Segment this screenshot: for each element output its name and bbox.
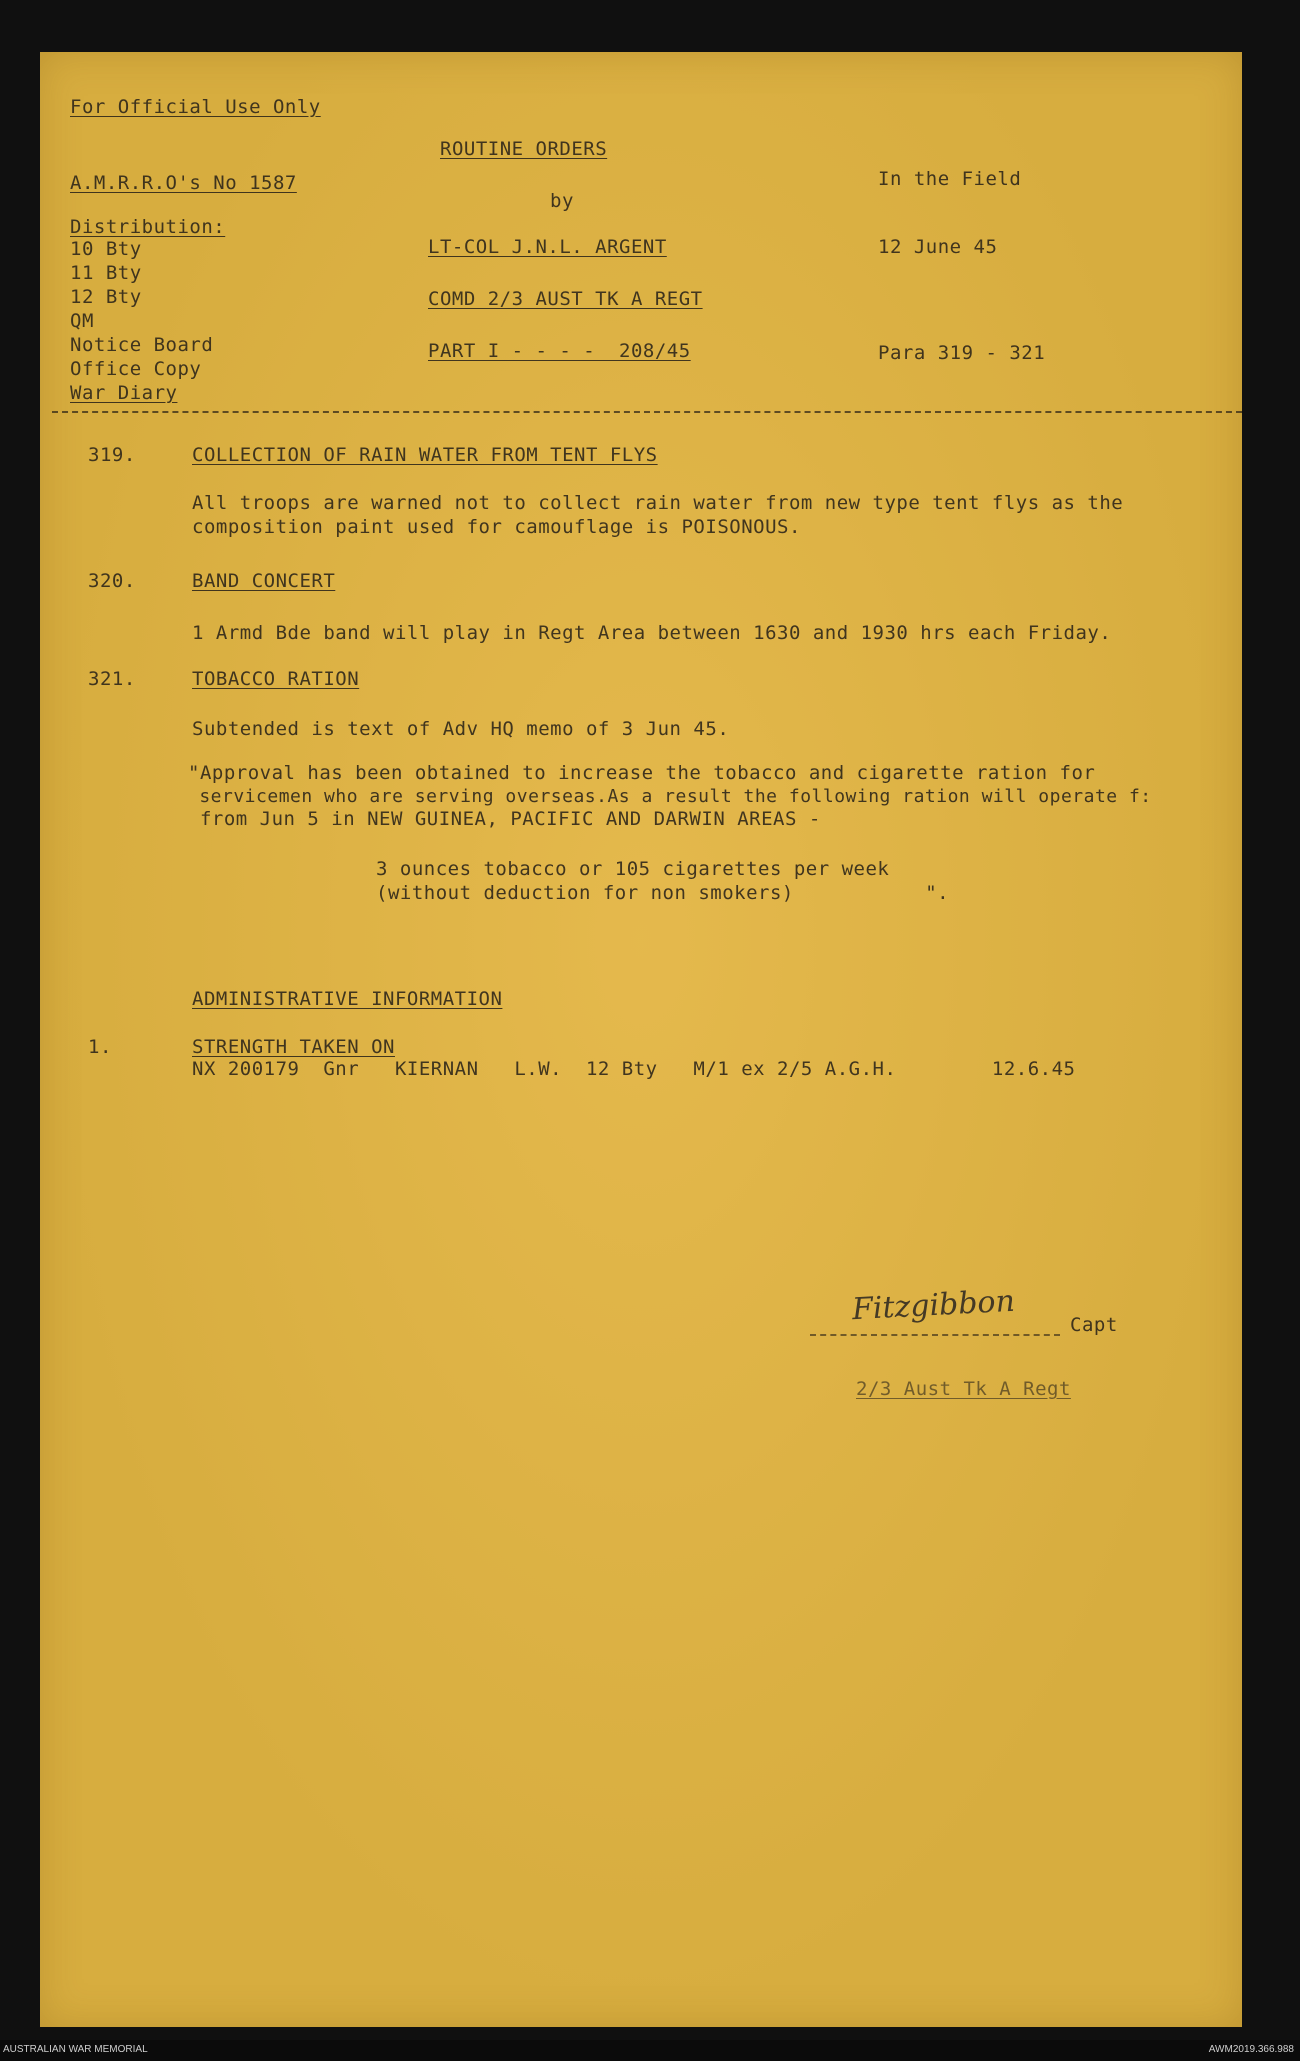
admin-heading: ADMINISTRATIVE INFORMATION — [192, 988, 503, 1010]
order-heading-320: BAND CONCERT — [192, 570, 336, 592]
order-number-321: 321. — [88, 668, 136, 690]
by-label: by — [550, 190, 574, 212]
order-text-line: Subtended is text of Adv HQ memo of 3 Jun 45. — [192, 718, 730, 740]
distribution-item: 11 Bty — [70, 262, 142, 284]
footer-archive-name: AUSTRALIAN WAR MEMORIAL — [3, 2044, 148, 2055]
admin-subheading: STRENGTH TAKEN ON — [192, 1036, 395, 1058]
order-text-line: from Jun 5 in NEW GUINEA, PACIFIC AND DARWIN AREAS - — [188, 808, 821, 830]
order-text-line: 1 Armd Bde band will play in Regt Area between 1630 and 1930 hrs each Friday. — [192, 622, 1112, 644]
order-heading-321: TOBACCO RATION — [192, 668, 360, 690]
header-divider — [52, 411, 1242, 413]
order-text-line: servicemen who are serving overseas.As a result the following ration will operate f: — [188, 786, 1152, 807]
command-unit: COMD 2/3 AUST TK A REGT — [428, 288, 703, 310]
part-number: PART I - - - - 208/45 — [428, 340, 691, 362]
ration-line: 3 ounces tobacco or 105 cigarettes per week — [376, 858, 890, 880]
document-title: ROUTINE ORDERS — [440, 138, 608, 160]
signature: Fitzgibbon — [851, 1283, 1016, 1328]
order-text-line: All troops are warned not to collect rain water from new type tent flys as the — [192, 492, 1124, 514]
order-text-line: "Approval has been obtained to increase the tobacco and cigarette ration for — [188, 762, 1096, 784]
distribution-item: 10 Bty — [70, 238, 142, 260]
order-number-319: 319. — [88, 444, 136, 466]
order-number: A.M.R.R.O's No 1587 — [70, 172, 297, 194]
commander-name: LT-COL J.N.L. ARGENT — [428, 236, 667, 258]
footer-accession-number: AWM2019.366.988 — [1208, 2044, 1294, 2055]
document-date: 12 June 45 — [878, 236, 998, 258]
signatory-unit: 2/3 Aust Tk A Regt — [856, 1378, 1071, 1400]
distribution-item: Notice Board — [70, 334, 214, 356]
order-number-320: 320. — [88, 570, 136, 592]
location: In the Field — [878, 168, 1022, 190]
signatory-rank: Capt — [1070, 1314, 1118, 1336]
distribution-item: Office Copy — [70, 358, 202, 380]
distribution-item: War Diary — [70, 382, 178, 404]
signature-line — [810, 1334, 1060, 1336]
distribution-label: Distribution: — [70, 216, 226, 238]
document-page — [40, 52, 1242, 2027]
order-heading-319: COLLECTION OF RAIN WATER FROM TENT FLYS — [192, 444, 658, 466]
distribution-item: QM — [70, 310, 94, 332]
distribution-item: 12 Bty — [70, 286, 142, 308]
admin-entry: NX 200179 Gnr KIERNAN L.W. 12 Bty M/1 ex 2/5 A.G.H. 12.6.45 — [192, 1058, 1076, 1080]
classification-label: For Official Use Only — [70, 96, 321, 118]
admin-item-number: 1. — [88, 1036, 112, 1058]
order-text-line: composition paint used for camouflage is POISONOUS. — [192, 516, 801, 538]
ration-line: (without deduction for non smokers) ". — [376, 882, 950, 904]
para-range: Para 319 - 321 — [878, 342, 1046, 364]
